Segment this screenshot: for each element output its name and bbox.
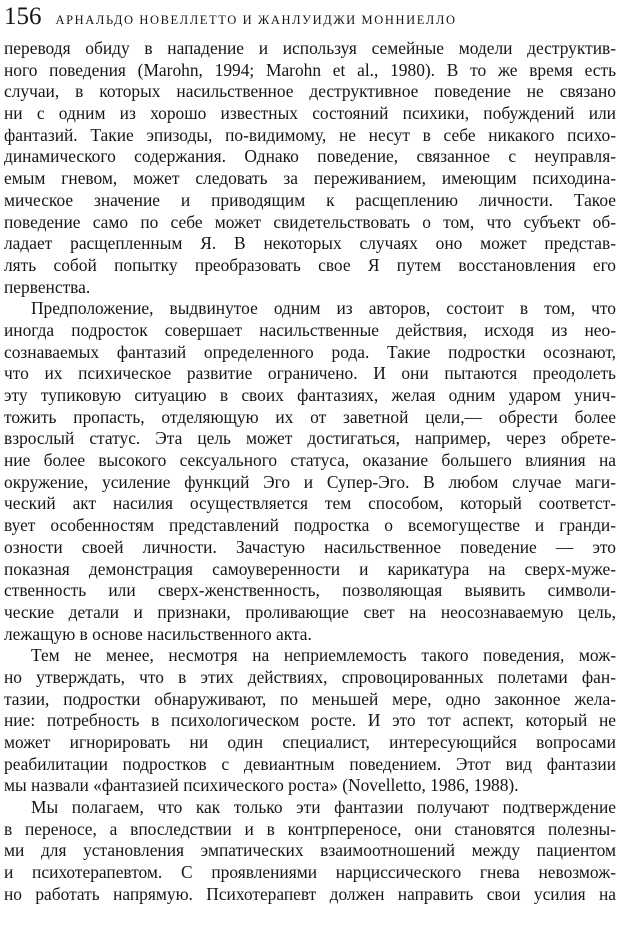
- running-head: АРНАЛЬДО НОВЕЛЛЕТТО И ЖАНЛУИДЖИ МОННИЕЛЛО: [55, 13, 457, 27]
- text-line: тазии, подростки обнаруживают, по меньшей мере, одно законное жела-: [4, 688, 616, 709]
- text-line: что их психическое развитие ограничено. И они пытаются преодолеть: [4, 363, 616, 384]
- text-line: ного поведения (Marohn, 1994; Marohn et al., 1980). В то же время есть: [4, 59, 616, 80]
- text-line: в переносе, а впоследствии и в контрпереносе, они становятся полезны-: [4, 818, 616, 839]
- text-line: поведение само по себе может свидетельствовать о том, что субъект об-: [4, 211, 616, 232]
- text-line: ни с одним из хорошо известных состояний психики, побуждений или: [4, 103, 616, 124]
- text-line: Предположение, выдвинутое одним из авторов, состоит в том, что: [31, 298, 616, 319]
- text-line: мическое значение и приводящим к расщеплению личности. Такое: [4, 189, 616, 210]
- text-line: сознаваемых фантазий определенного рода. Такие подростки осознают,: [4, 341, 616, 362]
- text-line: реабилитации подростков с девиантным поведением. Этот вид фантазии: [4, 753, 616, 774]
- text-line: ственность или сверх-женственность, позволяющая выявить символи-: [4, 580, 616, 601]
- paragraph: [4, 645, 616, 797]
- paragraph: [4, 298, 616, 645]
- text-line: но работать напрямую. Психотерапевт должен направить свои усилия на: [4, 883, 616, 904]
- text-line: лежащую в основе насильственного акта.: [4, 623, 312, 644]
- text-line: вует особенностям представлений подростка о всемогуществе и гранди-: [4, 515, 616, 536]
- body-text: [4, 38, 616, 906]
- text-line: тожить пропасть, отделяющую их от заветной цели,— обрести более: [4, 406, 616, 427]
- text-line: ческий акт насилия осуществляется тем способом, который соответст-: [4, 493, 616, 514]
- paragraph: [4, 38, 616, 298]
- text-line: ние: потребность в психологическом росте. И это тот аспект, который не: [4, 710, 616, 731]
- text-line: показная демонстрация самоуверенности и карикатура на сверх-муже-: [4, 558, 616, 579]
- text-line: емым гневом, может следовать за переживанием, имеющим психодина-: [4, 168, 616, 189]
- text-line: может игнорировать ни один специалист, интересующийся вопросами: [4, 732, 616, 752]
- text-line: лять собой попытку преобразовать свое Я путем восстановления его: [4, 254, 616, 275]
- text-line: озности своей личности. Зачастую насильственное поведение — это: [4, 536, 616, 557]
- text-line: ладает расщепленным Я. В некоторых случаях оно может представ-: [4, 233, 616, 254]
- text-line: взрослый статус. Эта цель может достигаться, например, через обрете-: [4, 428, 616, 449]
- text-line: мы назвали «фантазией психического роста» (Novelletto, 1986, 1988).: [4, 775, 519, 796]
- text-line: ми для установления эмпатических взаимоотношений между пациентом: [4, 840, 616, 861]
- text-line: ние более высокого сексуального статуса, оказание большего влияния на: [4, 450, 616, 471]
- text-line: окружение, усиление функций Эго и Супер-Эго. В любом случае маги-: [4, 471, 616, 492]
- paragraph: [4, 797, 616, 905]
- text-line: иногда подросток совершает насильственные действия, исходя из нео-: [4, 319, 616, 340]
- text-line: фантазий. Такие эпизоды, по-видимому, не несут в себе никакого психо-: [4, 124, 616, 145]
- text-line: Мы полагаем, что как только эти фантазии получают подтверждение: [31, 797, 616, 818]
- text-line: ческие детали и признаки, проливающие свет на неосознаваемую цель,: [4, 601, 616, 622]
- page-header: [4, 0, 616, 38]
- text-line: первенства.: [4, 276, 91, 297]
- text-line: и психотерапевтом. С проявлениями нарциссического гнева невозмож-: [4, 862, 616, 883]
- page-number: 156: [4, 3, 42, 30]
- text-line: Тем не менее, несмотря на неприемлемость такого поведения, мож-: [31, 645, 616, 666]
- book-page: [4, 0, 616, 937]
- text-line: эту тупиковую ситуацию в своих фантазиях, желая одним ударом унич-: [4, 385, 616, 405]
- text-line: случаи, в которых насильственное деструктивное поведение не связано: [4, 81, 616, 102]
- text-line: переводя обиду в нападение и используя семейные модели деструктив-: [4, 38, 616, 58]
- text-line: динамического содержания. Однако поведение, связанное с неуправля-: [4, 146, 616, 167]
- text-line: но утверждать, что в этих действиях, спровоцированных полетами фан-: [4, 666, 616, 687]
